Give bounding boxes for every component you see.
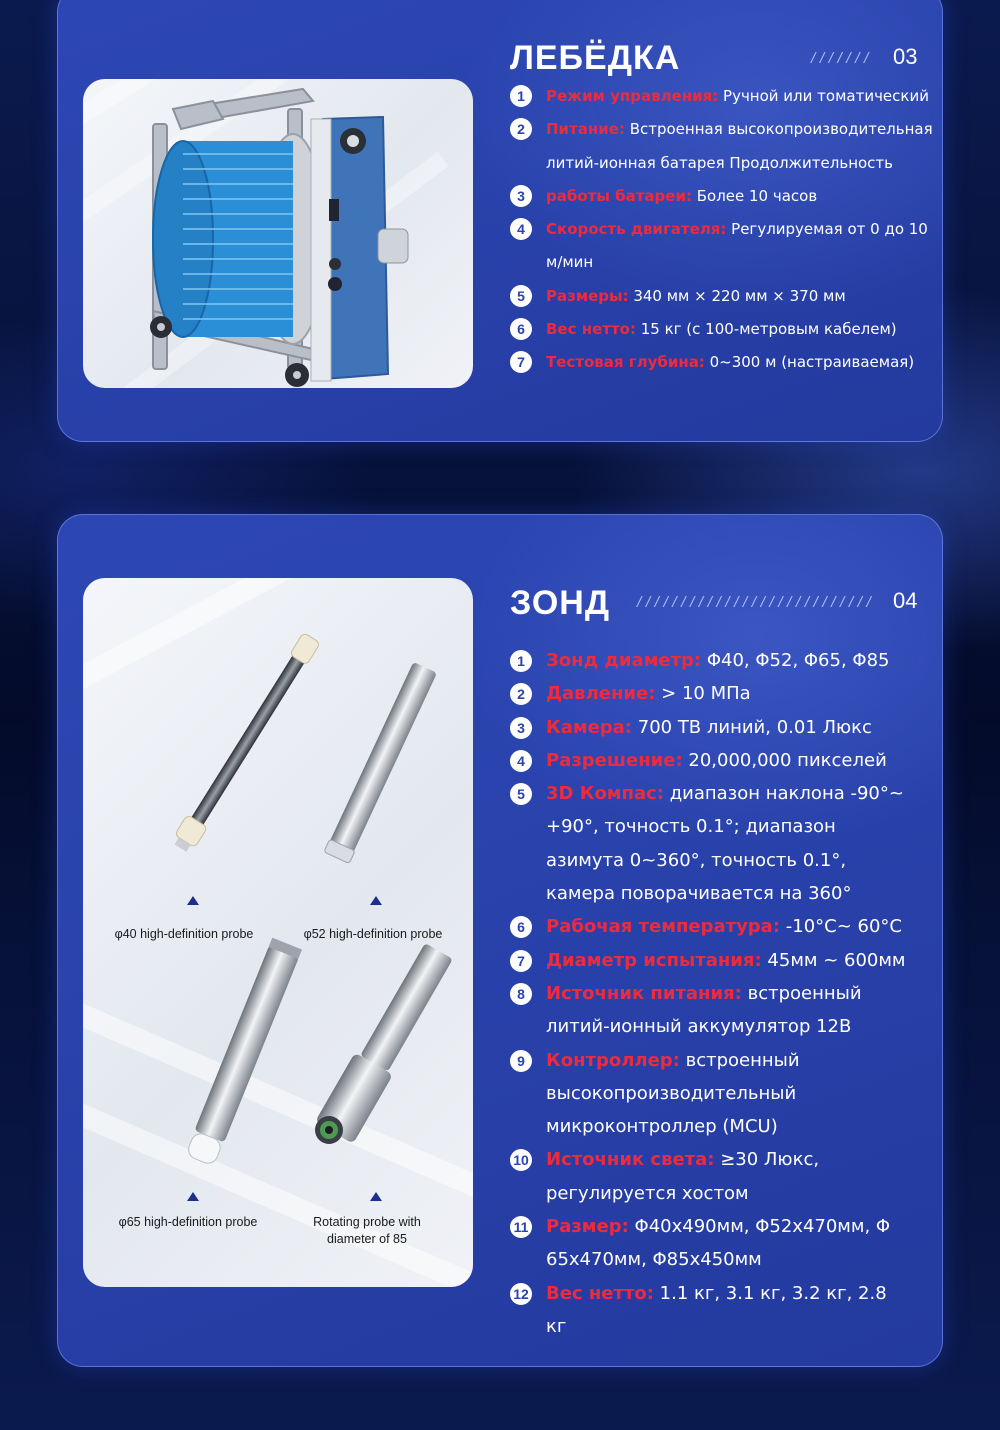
probe-spec-item [510, 1044, 910, 1144]
spec-value: 15 кг (с 100-метровым кабелем) [635, 320, 897, 339]
probe-title-decoration: /////////////////////////// [636, 595, 875, 610]
spec-label: Диаметр испытания: [546, 949, 762, 971]
spec-value: 0~300 м (настраиваемая) [704, 353, 915, 372]
winch-title: ЛЕБЁДКА [510, 39, 681, 77]
spec-value: Регулируемая от 0 до 10 м/мин [546, 220, 928, 272]
number-badge: 7 [510, 351, 532, 373]
spec-value: диапазон наклона -90°~ +90°, точность 0.1°; диапазон азимута 0~360°, точность 0.1°, камера поворачивается на 360° [546, 783, 904, 905]
spec-label: Давление: [546, 683, 656, 705]
probe-spec-item [510, 1277, 910, 1344]
cable-reel-winch-image [83, 79, 473, 388]
spec-value: 340 мм × 220 мм × 370 мм [628, 286, 846, 305]
winch-spec-item [510, 346, 940, 379]
spec-label: Режим управления: [546, 87, 719, 105]
probe-spec-list [510, 644, 910, 1343]
spec-label: 3D Компас: [546, 783, 664, 805]
probe-spec-item [510, 677, 910, 710]
probe-title: ЗОНД [510, 584, 611, 622]
spec-label: Тестовая глубина: [546, 353, 705, 372]
triangle-marker-icon [370, 1192, 382, 1201]
spec-value: встроенный литий-ионный аккумулятор 12В [546, 982, 862, 1038]
probe-photo [83, 578, 473, 1287]
number-badge: 12 [510, 1283, 532, 1305]
probe-spec-item [510, 944, 910, 977]
probe-spec-item [510, 711, 910, 744]
number-badge: 11 [510, 1216, 532, 1238]
triangle-marker-icon [187, 1192, 199, 1201]
spec-label: Вес нетто: [546, 1282, 654, 1304]
spec-label: Разрешение: [546, 749, 683, 771]
number-badge: 6 [510, 916, 532, 938]
number-badge: 4 [510, 218, 532, 240]
probe-caption-52: φ52 high-definition probe [303, 927, 443, 941]
probe-spec-item [510, 1143, 910, 1210]
number-badge: 8 [510, 983, 532, 1005]
spec-value: 20,000,000 пикселей [682, 749, 887, 771]
spec-label: Источник питания: [546, 982, 742, 1004]
winch-spec-item [510, 180, 940, 213]
winch-spec-item [510, 313, 940, 346]
winch-section-number: 03 [893, 44, 918, 69]
spec-value: ≥30 Люкс, регулируется хостом [546, 1149, 820, 1204]
spec-label: Контроллер: [546, 1049, 680, 1071]
winch-card [57, 0, 943, 442]
number-badge: 3 [510, 185, 532, 207]
spec-label: Камера: [546, 716, 633, 738]
number-badge: 1 [510, 650, 532, 672]
winch-spec-item [510, 213, 940, 280]
number-badge: 1 [510, 85, 532, 107]
probe-caption-85: Rotating probe with diameter of 85 [313, 1215, 421, 1246]
number-badge: 6 [510, 318, 532, 340]
spec-value: Φ40, Φ52, Φ65, Φ85 [701, 650, 890, 671]
spec-label: Питание: [546, 120, 625, 139]
winch-spec-item [510, 113, 940, 180]
number-badge: 10 [510, 1149, 532, 1171]
number-badge: 2 [510, 683, 532, 705]
winch-spec-item [510, 280, 940, 313]
winch-spec-item [510, 80, 940, 113]
spec-value: 45мм ~ 600мм [761, 949, 906, 971]
winch-title-decoration: /////// [810, 51, 872, 66]
spec-value: Φ40x490мм, Φ52x470мм, Φ 65x470мм, Φ85x450мм [546, 1216, 891, 1271]
spec-value: Ручной или томатический [718, 87, 929, 105]
winch-spec-list [510, 80, 940, 380]
spec-label: Вес нетто: [546, 320, 636, 339]
spec-label: Источник света: [546, 1149, 715, 1171]
triangle-marker-icon [370, 896, 382, 905]
number-badge: 2 [510, 118, 532, 140]
spec-value: 1.1 кг, 3.1 кг, 3.2 кг, 2.8 кг [546, 1282, 887, 1337]
spec-label: Рабочая температура: [546, 916, 781, 938]
probe-spec-item [510, 1210, 910, 1277]
spec-value: -10°C~ 60°C [780, 916, 902, 938]
spec-value: 700 ТВ линий, 0.01 Люкс [632, 716, 872, 738]
number-badge: 5 [510, 285, 532, 307]
triangle-marker-icon [187, 896, 199, 905]
probe-caption-65: φ65 high-definition probe [118, 1215, 258, 1229]
spec-label: Зонд диаметр: [546, 650, 702, 671]
spec-value: встроенный высокопроизводительный микроконтроллер (MCU) [546, 1049, 800, 1138]
number-badge: 7 [510, 950, 532, 972]
spec-label: Скорость двигателя: [546, 220, 727, 239]
spec-value: > 10 МПа [655, 683, 751, 705]
spec-label: Размеры: [546, 286, 629, 305]
spec-value: Встроенная высокопроизводительная литий-ионная батарея Продолжительность [546, 120, 933, 172]
spec-label: работы батареи: [546, 186, 692, 205]
probe-spec-item [510, 910, 910, 943]
probe-section-number: 04 [893, 588, 918, 613]
spec-value: Более 10 часов [691, 186, 818, 205]
probe-card [57, 514, 943, 1367]
number-badge: 5 [510, 783, 532, 805]
number-badge: 4 [510, 750, 532, 772]
probe-spec-item [510, 744, 910, 777]
number-badge: 3 [510, 717, 532, 739]
probe-spec-item [510, 977, 910, 1044]
probe-caption-40: φ40 high-definition probe [114, 927, 254, 941]
probe-spec-item [510, 644, 910, 677]
probe-spec-item [510, 777, 910, 910]
number-badge: 9 [510, 1050, 532, 1072]
winch-photo [83, 79, 473, 388]
spec-label: Размер: [546, 1216, 629, 1238]
